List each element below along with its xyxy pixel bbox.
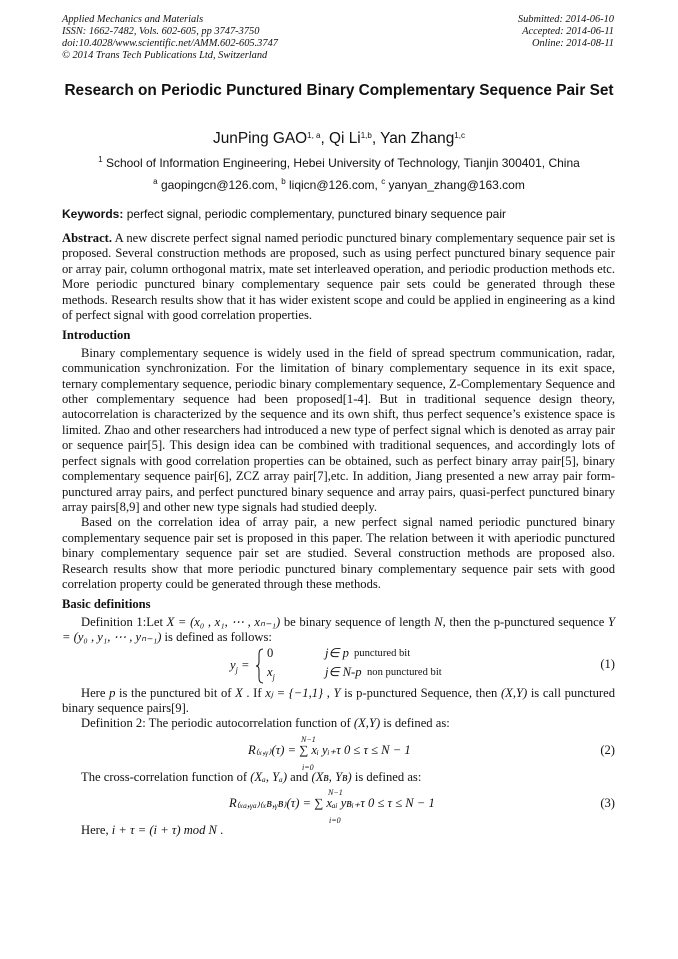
email-mark: a bbox=[153, 177, 158, 186]
text-run: is defined as: bbox=[351, 769, 422, 784]
equation-3-formula: R₍ₓₐ,ᵧₐ₎₍ₓʙ,ᵧʙ₎(τ) = ∑ xₐᵢ yʙᵢ₊τ 0 ≤ τ ≤ N − 1 bbox=[229, 796, 435, 811]
journal-info bbox=[62, 14, 278, 62]
formula-pair-a: (Xₐ, Yₐ) bbox=[250, 769, 288, 784]
author-affiliation-mark: 1,c bbox=[454, 131, 465, 140]
punctured-definition bbox=[62, 686, 615, 717]
text-run: . If bbox=[242, 685, 266, 700]
eq-subscript: j bbox=[235, 665, 238, 675]
equation-1-case-1 bbox=[267, 645, 411, 661]
text-run: is call punctured binary sequence pairs[9]. bbox=[62, 685, 615, 715]
formula-pair-b: (Xʙ, Yʙ) bbox=[311, 769, 352, 784]
equation-2-formula: R₍ₓ,ᵧ₎(τ) = ∑ xᵢ yᵢ₊τ 0 ≤ τ ≤ N − 1 bbox=[248, 742, 411, 757]
email-mark: b bbox=[281, 177, 286, 186]
sum-lower-limit: i=0 bbox=[302, 762, 314, 772]
submitted-date: Submitted: 2014-06-10 bbox=[517, 14, 614, 25]
text-run: Definition 2: The periodic autocorrelation function of bbox=[81, 716, 354, 731]
keywords-text: perfect signal, periodic complementary, punctured binary sequence pair bbox=[123, 207, 507, 221]
eq-case-note: non punctured bit bbox=[367, 666, 442, 678]
abstract-text: A new discrete perfect signal named periodic punctured binary complementary sequence pair set is proposed. Several construction methods are proposed, such as using perfect punctured binary sequence pair or array pair, column orthogonal matrix, mate set interleaved operation, and periodic production methods etc. More periodic punctured binary complementary sequence pair sets could be generated through these methods. Research results show that it has wider existent scope and could be applied in engineering as a kind of perfect signal with good correlation properties. bbox=[62, 231, 615, 323]
text-run: Definition 1:Let bbox=[81, 614, 167, 629]
paper-body bbox=[62, 231, 615, 839]
brace-icon bbox=[255, 648, 265, 684]
eq-value: x bbox=[267, 664, 273, 679]
text-run: , bbox=[323, 685, 334, 700]
abstract bbox=[62, 231, 615, 323]
affiliation-mark: 1 bbox=[98, 155, 103, 164]
keywords bbox=[62, 207, 616, 222]
journal-copyright: © 2014 Trans Tech Publications Ltd, Switzerland bbox=[62, 50, 268, 61]
equation-2 bbox=[62, 732, 615, 770]
symbol-p: p bbox=[109, 685, 116, 700]
journal-doi: doi:10.4028/www.scientific.net/AMM.602-605.3747 bbox=[62, 38, 278, 49]
text-run: and bbox=[287, 769, 312, 784]
sum-upper-limit: N−1 bbox=[328, 788, 343, 798]
symbol-x: X bbox=[235, 685, 243, 700]
submission-dates bbox=[518, 14, 614, 50]
text-run: is defined as: bbox=[380, 716, 450, 731]
equation-number: (3) bbox=[600, 796, 615, 811]
abstract-label: Abstract. bbox=[62, 231, 113, 245]
sum-upper-limit: N−1 bbox=[301, 734, 316, 744]
author-separator: , bbox=[320, 130, 330, 147]
sum-lower-limit: i=0 bbox=[329, 816, 341, 826]
eq-subscript: j bbox=[272, 672, 275, 682]
intro-paragraph-2: Based on the correlation idea of array pair, a new perfect signal named periodic punctured binary complementary sequence pair set is proposed in this paper. The relation between it with aperiodic punctured binary complementary sequence pair set are studied. Several construction methods are proposed also. Research results show that more periodic punctured binary complementary sequence pair sets with good correlation property could be generated through these methods. bbox=[62, 515, 615, 591]
text-run: , then the p-punctured sequence bbox=[442, 614, 608, 629]
equation-1-case-2 bbox=[267, 664, 442, 685]
text-run: . bbox=[216, 823, 224, 838]
formula-pair: (X,Y) bbox=[500, 685, 528, 700]
text-run: is defined as follows: bbox=[161, 630, 272, 645]
email-mark: c bbox=[381, 177, 386, 186]
eq-symbol: y bbox=[230, 657, 236, 672]
equation-1-lhs: $y_j$ = bbox=[230, 657, 250, 675]
affiliation bbox=[62, 156, 616, 171]
equation-number: (1) bbox=[600, 656, 615, 671]
section-heading-basic-definitions: Basic definitions bbox=[62, 597, 151, 612]
author-list bbox=[62, 129, 616, 149]
intro-paragraph-1: Binary complementary sequence is widely used in the field of spread spectrum communication, radar, communication synchronization. For the limitation of binary complementary sequence in its exit space, ternary complementary sequence, periodic binary complementary sequence, Z-Complementary Sequence and other complementary sequence had been proposed[1-4]. But in traditional sequence design theory, autocorrelation is characterized by the sequence and its own shift, thus perfect sequence’s existence space is limited. Zhao and other researchers had introduced a new type of perfect signal which is denoted as array pair or sequence pair[5]. This design idea can be combined with traditional sequences, and accordingly lots of perfect signals with good correlation properties can be obtained, such as perfect binary array pair[5], binary complementary sequence pair[6], ZCZ array pair[7],etc. In addition, Jiang presented a new array pair form-punctured array pairs, and perfect punctured binary sequence and array pairs, quasi-perfect punctured binary array pairs[8,9] and other new type signals had studied deeply. bbox=[62, 345, 615, 514]
equation-1 bbox=[62, 646, 615, 686]
symbol-y: Y bbox=[333, 685, 341, 700]
formula-condition: xⱼ = {−1,1} bbox=[265, 685, 324, 700]
formula-pair: (X,Y) bbox=[353, 716, 381, 731]
paper-title: Research on Periodic Punctured Binary Complementary Sequence Pair Set bbox=[64, 82, 614, 99]
accepted-date: Accepted: 2014-06-11 bbox=[522, 26, 614, 37]
author-affiliation-mark: 1, a bbox=[307, 131, 321, 140]
author-name: JunPing GAO bbox=[213, 130, 308, 147]
author-affiliation-mark: 1,b bbox=[360, 131, 372, 140]
formula-y-sequence: Y = (y₀ , y₁, ⋯ , yₙ₋₁) bbox=[62, 614, 615, 645]
author-separator: , bbox=[371, 130, 381, 147]
online-date: Online: 2014-08-11 bbox=[531, 38, 614, 49]
author-emails bbox=[62, 178, 616, 193]
email-link[interactable]: gaopingcn@126.com, bbox=[157, 178, 282, 192]
definition-1 bbox=[62, 615, 615, 646]
author-name: Qi Li bbox=[329, 130, 361, 147]
text-run: Here bbox=[81, 685, 110, 700]
text-run: be binary sequence of length bbox=[280, 614, 435, 629]
section-heading-introduction: Introduction bbox=[62, 328, 131, 343]
formula-modulo: i + τ = (i + τ) mod N bbox=[111, 823, 217, 838]
definition-2 bbox=[62, 716, 615, 731]
text-run: Here, bbox=[81, 823, 112, 838]
cross-correlation-definition bbox=[62, 770, 615, 785]
affiliation-text: School of Information Engineering, Hebei University of Technology, Tianjin 300401, China bbox=[102, 156, 580, 170]
text-run: is the punctured bit of bbox=[115, 685, 236, 700]
eq-value: 0 bbox=[267, 645, 274, 660]
symbol-n: N bbox=[434, 614, 443, 629]
text-run: The cross-correlation function of bbox=[81, 769, 251, 784]
journal-name: Applied Mechanics and Materials bbox=[62, 14, 204, 25]
author-name: Yan Zhang bbox=[380, 130, 455, 147]
journal-issn: ISSN: 1662-7482, Vols. 602-605, pp 3747-3750 bbox=[62, 26, 260, 37]
eq-condition: j∈ N-p bbox=[325, 664, 362, 679]
equation-3 bbox=[62, 785, 615, 826]
eq-case-note: punctured bit bbox=[354, 647, 411, 659]
text-run: is p-punctured Sequence, then bbox=[340, 685, 501, 700]
formula-x-sequence: X = (x₀ , x₁, ⋯ , xₙ₋₁) bbox=[166, 614, 281, 629]
equation-number: (2) bbox=[600, 742, 615, 757]
email-link[interactable]: liqicn@126.com, bbox=[285, 178, 382, 192]
keywords-label: Keywords: bbox=[62, 207, 124, 221]
eq-condition: j∈ p bbox=[325, 645, 349, 660]
email-link[interactable]: yanyan_zhang@163.com bbox=[385, 178, 525, 192]
